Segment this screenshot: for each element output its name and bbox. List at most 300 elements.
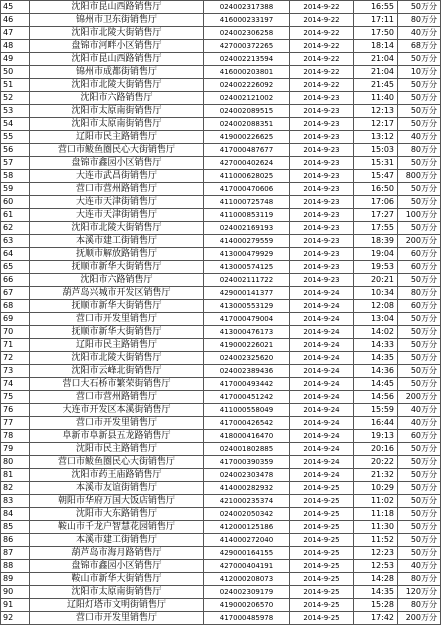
date-cell: 2014-9-24 [290, 456, 354, 469]
account-id-cell: 411000558049 [204, 404, 290, 417]
account-id-cell: 419000206570 [204, 599, 290, 612]
time-cell: 17:55 [354, 222, 398, 235]
account-id-cell: 417000479004 [204, 313, 290, 326]
row-number-cell: 57 [1, 157, 30, 170]
account-id-cell: 024002306258 [204, 27, 290, 40]
hall-name-cell: 沈阳市北陵大街销售厅 [30, 27, 204, 40]
date-cell: 2014-9-22 [290, 40, 354, 53]
row-number-cell: 80 [1, 456, 30, 469]
time-cell: 17:27 [354, 209, 398, 222]
table-row [1, 430, 441, 443]
hall-name-cell: 营口市鲅鱼圈民心大街销售厅 [30, 144, 204, 157]
amount-cell: 80万分 [398, 573, 441, 586]
row-number-cell: 73 [1, 365, 30, 378]
account-id-cell: 417000470606 [204, 183, 290, 196]
row-number-cell: 63 [1, 235, 30, 248]
time-cell: 12:13 [354, 105, 398, 118]
date-cell: 2014-9-23 [290, 235, 354, 248]
time-cell: 11:52 [354, 534, 398, 547]
amount-cell: 50万分 [398, 508, 441, 521]
time-cell: 16:50 [354, 183, 398, 196]
hall-name-cell: 沈阳市北陵大街销售厅 [30, 79, 204, 92]
table-row [1, 144, 441, 157]
amount-cell: 60万分 [398, 430, 441, 443]
account-id-cell: 417000390359 [204, 456, 290, 469]
time-cell: 21:32 [354, 469, 398, 482]
amount-cell: 50万分 [398, 547, 441, 560]
time-cell: 11:18 [354, 508, 398, 521]
row-number-cell: 86 [1, 534, 30, 547]
table-row [1, 170, 441, 183]
table-row [1, 274, 441, 287]
hall-name-cell: 大连市天津街销售厅 [30, 209, 204, 222]
time-cell: 17:11 [354, 14, 398, 27]
hall-name-cell: 抚顺市新华大街销售厅 [30, 326, 204, 339]
hall-name-cell: 沈阳市太原南街销售厅 [30, 105, 204, 118]
date-cell: 2014-9-24 [290, 469, 354, 482]
row-number-cell: 45 [1, 1, 30, 14]
account-id-cell: 416000233197 [204, 14, 290, 27]
table-row [1, 14, 441, 27]
time-cell: 17:42 [354, 612, 398, 625]
table-row [1, 300, 441, 313]
time-cell: 12:53 [354, 560, 398, 573]
date-cell: 2014-9-23 [290, 105, 354, 118]
time-cell: 15:47 [354, 170, 398, 183]
row-number-cell: 65 [1, 261, 30, 274]
date-cell: 2014-9-22 [290, 53, 354, 66]
date-cell: 2014-9-23 [290, 144, 354, 157]
amount-cell: 50万分 [398, 92, 441, 105]
hall-name-cell: 大连市开发区本溪街销售厅 [30, 404, 204, 417]
date-cell: 2014-9-24 [290, 378, 354, 391]
row-number-cell: 70 [1, 326, 30, 339]
row-number-cell: 90 [1, 586, 30, 599]
hall-name-cell: 本溪市建工街销售厅 [30, 235, 204, 248]
time-cell: 14:33 [354, 339, 398, 352]
table-row [1, 27, 441, 40]
table-row [1, 196, 441, 209]
time-cell: 11:40 [354, 92, 398, 105]
date-cell: 2014-9-23 [290, 131, 354, 144]
amount-cell: 60万分 [398, 248, 441, 261]
date-cell: 2014-9-24 [290, 404, 354, 417]
row-number-cell: 47 [1, 27, 30, 40]
account-id-cell: 413000574125 [204, 261, 290, 274]
row-number-cell: 87 [1, 547, 30, 560]
row-number-cell: 61 [1, 209, 30, 222]
table-row [1, 287, 441, 300]
amount-cell: 50万分 [398, 469, 441, 482]
time-cell: 14:35 [354, 586, 398, 599]
row-number-cell: 78 [1, 430, 30, 443]
time-cell: 12:23 [354, 547, 398, 560]
row-number-cell: 79 [1, 443, 30, 456]
date-cell: 2014-9-25 [290, 534, 354, 547]
row-number-cell: 56 [1, 144, 30, 157]
account-id-cell: 024002325620 [204, 352, 290, 365]
hall-name-cell: 盘锦市鑫园小区销售厅 [30, 157, 204, 170]
time-cell: 16:44 [354, 417, 398, 430]
table-row [1, 66, 441, 79]
amount-cell: 200万分 [398, 612, 441, 625]
sales-table-body [1, 1, 441, 625]
time-cell: 21:04 [354, 66, 398, 79]
account-id-cell: 413000479929 [204, 248, 290, 261]
hall-name-cell: 锦州市卫东街销售厅 [30, 14, 204, 27]
row-number-cell: 64 [1, 248, 30, 261]
amount-cell: 50万分 [398, 365, 441, 378]
account-id-cell: 411000725748 [204, 196, 290, 209]
amount-cell: 50万分 [398, 456, 441, 469]
hall-name-cell: 沈阳市昆山西路销售厅 [30, 1, 204, 14]
amount-cell: 50万分 [398, 443, 441, 456]
table-row [1, 391, 441, 404]
table-row [1, 365, 441, 378]
date-cell: 2014-9-24 [290, 443, 354, 456]
account-id-cell: 417000487677 [204, 144, 290, 157]
date-cell: 2014-9-25 [290, 586, 354, 599]
time-cell: 20:16 [354, 443, 398, 456]
row-number-cell: 76 [1, 404, 30, 417]
amount-cell: 50万分 [398, 1, 441, 14]
date-cell: 2014-9-25 [290, 547, 354, 560]
account-id-cell: 412000125186 [204, 521, 290, 534]
table-row [1, 183, 441, 196]
row-number-cell: 51 [1, 79, 30, 92]
time-cell: 18:14 [354, 40, 398, 53]
row-number-cell: 49 [1, 53, 30, 66]
time-cell: 13:12 [354, 131, 398, 144]
amount-cell: 800万分 [398, 170, 441, 183]
row-number-cell: 48 [1, 40, 30, 53]
amount-cell: 50万分 [398, 196, 441, 209]
row-number-cell: 69 [1, 313, 30, 326]
table-row [1, 79, 441, 92]
account-id-cell: 024002088351 [204, 118, 290, 131]
date-cell: 2014-9-23 [290, 157, 354, 170]
row-number-cell: 50 [1, 66, 30, 79]
amount-cell: 100万分 [398, 209, 441, 222]
time-cell: 12:17 [354, 118, 398, 131]
amount-cell: 50万分 [398, 157, 441, 170]
time-cell: 21:45 [354, 79, 398, 92]
table-row [1, 222, 441, 235]
table-row [1, 586, 441, 599]
date-cell: 2014-9-23 [290, 170, 354, 183]
hall-name-cell: 营口市开发里销售厅 [30, 612, 204, 625]
account-id-cell: 024002050342 [204, 508, 290, 521]
account-id-cell: 414000282932 [204, 482, 290, 495]
account-id-cell: 427000402624 [204, 157, 290, 170]
time-cell: 15:28 [354, 599, 398, 612]
amount-cell: 50万分 [398, 326, 441, 339]
date-cell: 2014-9-22 [290, 14, 354, 27]
date-cell: 2014-9-25 [290, 573, 354, 586]
account-id-cell: 024001802885 [204, 443, 290, 456]
time-cell: 19:04 [354, 248, 398, 261]
date-cell: 2014-9-24 [290, 313, 354, 326]
amount-cell: 50万分 [398, 534, 441, 547]
row-number-cell: 59 [1, 183, 30, 196]
time-cell: 11:02 [354, 495, 398, 508]
account-id-cell: 429000141377 [204, 287, 290, 300]
account-id-cell: 413000553129 [204, 300, 290, 313]
time-cell: 15:31 [354, 157, 398, 170]
amount-cell: 40万分 [398, 27, 441, 40]
table-row [1, 105, 441, 118]
date-cell: 2014-9-24 [290, 326, 354, 339]
table-row [1, 235, 441, 248]
date-cell: 2014-9-24 [290, 430, 354, 443]
amount-cell: 50万分 [398, 222, 441, 235]
hall-name-cell: 营口市营州路销售厅 [30, 391, 204, 404]
hall-name-cell: 抚顺市新华大街销售厅 [30, 261, 204, 274]
account-id-cell: 024002317388 [204, 1, 290, 14]
date-cell: 2014-9-25 [290, 612, 354, 625]
table-row [1, 248, 441, 261]
row-number-cell: 68 [1, 300, 30, 313]
amount-cell: 40万分 [398, 131, 441, 144]
time-cell: 19:13 [354, 430, 398, 443]
table-row [1, 326, 441, 339]
date-cell: 2014-9-22 [290, 66, 354, 79]
table-row [1, 209, 441, 222]
amount-cell: 80万分 [398, 287, 441, 300]
amount-cell: 40万分 [398, 417, 441, 430]
date-cell: 2014-9-25 [290, 482, 354, 495]
hall-name-cell: 辽阳灯塔市文明街销售厅 [30, 599, 204, 612]
account-id-cell: 024002303478 [204, 469, 290, 482]
table-row [1, 443, 441, 456]
date-cell: 2014-9-24 [290, 417, 354, 430]
time-cell: 10:29 [354, 482, 398, 495]
amount-cell: 50万分 [398, 339, 441, 352]
time-cell: 14:45 [354, 378, 398, 391]
table-row [1, 599, 441, 612]
account-id-cell: 417000426542 [204, 417, 290, 430]
hall-name-cell: 沈阳市北陵大街销售厅 [30, 352, 204, 365]
amount-cell: 120万分 [398, 586, 441, 599]
table-row [1, 560, 441, 573]
amount-cell: 50万分 [398, 53, 441, 66]
account-id-cell: 024002213594 [204, 53, 290, 66]
row-number-cell: 46 [1, 14, 30, 27]
date-cell: 2014-9-23 [290, 261, 354, 274]
account-id-cell: 416000203801 [204, 66, 290, 79]
time-cell: 20:21 [354, 274, 398, 287]
amount-cell: 50万分 [398, 118, 441, 131]
row-number-cell: 60 [1, 196, 30, 209]
hall-name-cell: 沈阳市六路销售厅 [30, 92, 204, 105]
time-cell: 15:59 [354, 404, 398, 417]
amount-cell: 50万分 [398, 378, 441, 391]
table-row [1, 261, 441, 274]
row-number-cell: 92 [1, 612, 30, 625]
account-id-cell: 411000853119 [204, 209, 290, 222]
row-number-cell: 55 [1, 131, 30, 144]
hall-name-cell: 营口大石桥市繁荣街销售厅 [30, 378, 204, 391]
time-cell: 11:30 [354, 521, 398, 534]
table-row [1, 417, 441, 430]
date-cell: 2014-9-23 [290, 118, 354, 131]
date-cell: 2014-9-23 [290, 248, 354, 261]
date-cell: 2014-9-25 [290, 508, 354, 521]
table-row [1, 456, 441, 469]
time-cell: 14:56 [354, 391, 398, 404]
date-cell: 2014-9-23 [290, 209, 354, 222]
row-number-cell: 88 [1, 560, 30, 573]
row-number-cell: 82 [1, 482, 30, 495]
table-row [1, 495, 441, 508]
account-id-cell: 427000404191 [204, 560, 290, 573]
hall-name-cell: 沈阳市药王庙路销售厅 [30, 469, 204, 482]
amount-cell: 200万分 [398, 391, 441, 404]
hall-name-cell: 沈阳市六路销售厅 [30, 274, 204, 287]
hall-name-cell: 阜新市阜新县五龙路销售厅 [30, 430, 204, 443]
row-number-cell: 66 [1, 274, 30, 287]
date-cell: 2014-9-24 [290, 365, 354, 378]
table-row [1, 118, 441, 131]
account-id-cell: 414000272040 [204, 534, 290, 547]
date-cell: 2014-9-23 [290, 196, 354, 209]
row-number-cell: 62 [1, 222, 30, 235]
row-number-cell: 83 [1, 495, 30, 508]
date-cell: 2014-9-25 [290, 560, 354, 573]
time-cell: 14:36 [354, 365, 398, 378]
hall-name-cell: 本溪市建工街销售厅 [30, 534, 204, 547]
time-cell: 18:39 [354, 235, 398, 248]
table-row [1, 1, 441, 14]
table-row [1, 521, 441, 534]
account-id-cell: 411000628025 [204, 170, 290, 183]
account-id-cell: 419000226021 [204, 339, 290, 352]
hall-name-cell: 朝阳市华府万国大饭店销售厅 [30, 495, 204, 508]
table-row [1, 40, 441, 53]
hall-name-cell: 大连市武昌街销售厅 [30, 170, 204, 183]
row-number-cell: 74 [1, 378, 30, 391]
amount-cell: 50万分 [398, 352, 441, 365]
date-cell: 2014-9-23 [290, 222, 354, 235]
amount-cell: 50万分 [398, 105, 441, 118]
time-cell: 15:03 [354, 144, 398, 157]
table-row [1, 352, 441, 365]
hall-name-cell: 盘锦市鑫园小区销售厅 [30, 560, 204, 573]
date-cell: 2014-9-22 [290, 27, 354, 40]
hall-name-cell: 沈阳市昆山西路销售厅 [30, 53, 204, 66]
table-row [1, 573, 441, 586]
amount-cell: 80万分 [398, 144, 441, 157]
hall-name-cell: 大连市天津街销售厅 [30, 196, 204, 209]
table-row [1, 469, 441, 482]
hall-name-cell: 辽阳市民主路销售厅 [30, 339, 204, 352]
table-row [1, 508, 441, 521]
amount-cell: 60万分 [398, 300, 441, 313]
time-cell: 20:22 [354, 456, 398, 469]
hall-name-cell: 盘锦市河畔小区销售厅 [30, 40, 204, 53]
account-id-cell: 417000493442 [204, 378, 290, 391]
hall-name-cell: 沈阳市北陵大街销售厅 [30, 222, 204, 235]
account-id-cell: 417000485978 [204, 612, 290, 625]
hall-name-cell: 抚顺市解放路销售厅 [30, 248, 204, 261]
table-row [1, 404, 441, 417]
row-number-cell: 72 [1, 352, 30, 365]
amount-cell: 50万分 [398, 482, 441, 495]
amount-cell: 200万分 [398, 235, 441, 248]
hall-name-cell: 本溪市友谊街销售厅 [30, 482, 204, 495]
row-number-cell: 89 [1, 573, 30, 586]
table-row [1, 547, 441, 560]
account-id-cell: 024002226092 [204, 79, 290, 92]
date-cell: 2014-9-23 [290, 183, 354, 196]
amount-cell: 50万分 [398, 495, 441, 508]
amount-cell: 50万分 [398, 521, 441, 534]
account-id-cell: 414000279559 [204, 235, 290, 248]
amount-cell: 40万分 [398, 560, 441, 573]
account-id-cell: 421000235374 [204, 495, 290, 508]
table-row [1, 534, 441, 547]
row-number-cell: 85 [1, 521, 30, 534]
time-cell: 17:50 [354, 27, 398, 40]
time-cell: 10:34 [354, 287, 398, 300]
account-id-cell: 024002121002 [204, 92, 290, 105]
hall-name-cell: 沈阳市太原南街销售厅 [30, 586, 204, 599]
account-id-cell: 024002309179 [204, 586, 290, 599]
amount-cell: 40万分 [398, 404, 441, 417]
account-id-cell: 429000164155 [204, 547, 290, 560]
hall-name-cell: 葫芦岛市海月路销售厅 [30, 547, 204, 560]
hall-name-cell: 沈阳市民主路销售厅 [30, 443, 204, 456]
date-cell: 2014-9-24 [290, 352, 354, 365]
row-number-cell: 67 [1, 287, 30, 300]
account-id-cell: 418000416470 [204, 430, 290, 443]
amount-cell: 80万分 [398, 599, 441, 612]
amount-cell: 80万分 [398, 14, 441, 27]
date-cell: 2014-9-22 [290, 79, 354, 92]
hall-name-cell: 沈阳市云峰北街销售厅 [30, 365, 204, 378]
time-cell: 14:35 [354, 352, 398, 365]
account-id-cell: 412000208073 [204, 573, 290, 586]
amount-cell: 50万分 [398, 313, 441, 326]
amount-cell: 50万分 [398, 183, 441, 196]
hall-name-cell: 营口市鲅鱼圈民心大街销售厅 [30, 456, 204, 469]
hall-name-cell: 营口市开发里销售厅 [30, 417, 204, 430]
time-cell: 14:02 [354, 326, 398, 339]
date-cell: 2014-9-25 [290, 599, 354, 612]
date-cell: 2014-9-24 [290, 287, 354, 300]
date-cell: 2014-9-25 [290, 495, 354, 508]
date-cell: 2014-9-22 [290, 1, 354, 14]
time-cell: 14:28 [354, 573, 398, 586]
table-row [1, 157, 441, 170]
account-id-cell: 417000451242 [204, 391, 290, 404]
hall-name-cell: 鞍山市新华大街销售厅 [30, 573, 204, 586]
account-id-cell: 413000476173 [204, 326, 290, 339]
amount-cell: 68万分 [398, 40, 441, 53]
table-row [1, 53, 441, 66]
date-cell: 2014-9-24 [290, 300, 354, 313]
row-number-cell: 81 [1, 469, 30, 482]
amount-cell: 10万分 [398, 66, 441, 79]
row-number-cell: 53 [1, 105, 30, 118]
account-id-cell: 419000226625 [204, 131, 290, 144]
hall-name-cell: 辽阳市民主路销售厅 [30, 131, 204, 144]
time-cell: 13:04 [354, 313, 398, 326]
time-cell: 17:06 [354, 196, 398, 209]
table-row [1, 339, 441, 352]
hall-name-cell: 营口市开发里销售厅 [30, 313, 204, 326]
table-row [1, 378, 441, 391]
